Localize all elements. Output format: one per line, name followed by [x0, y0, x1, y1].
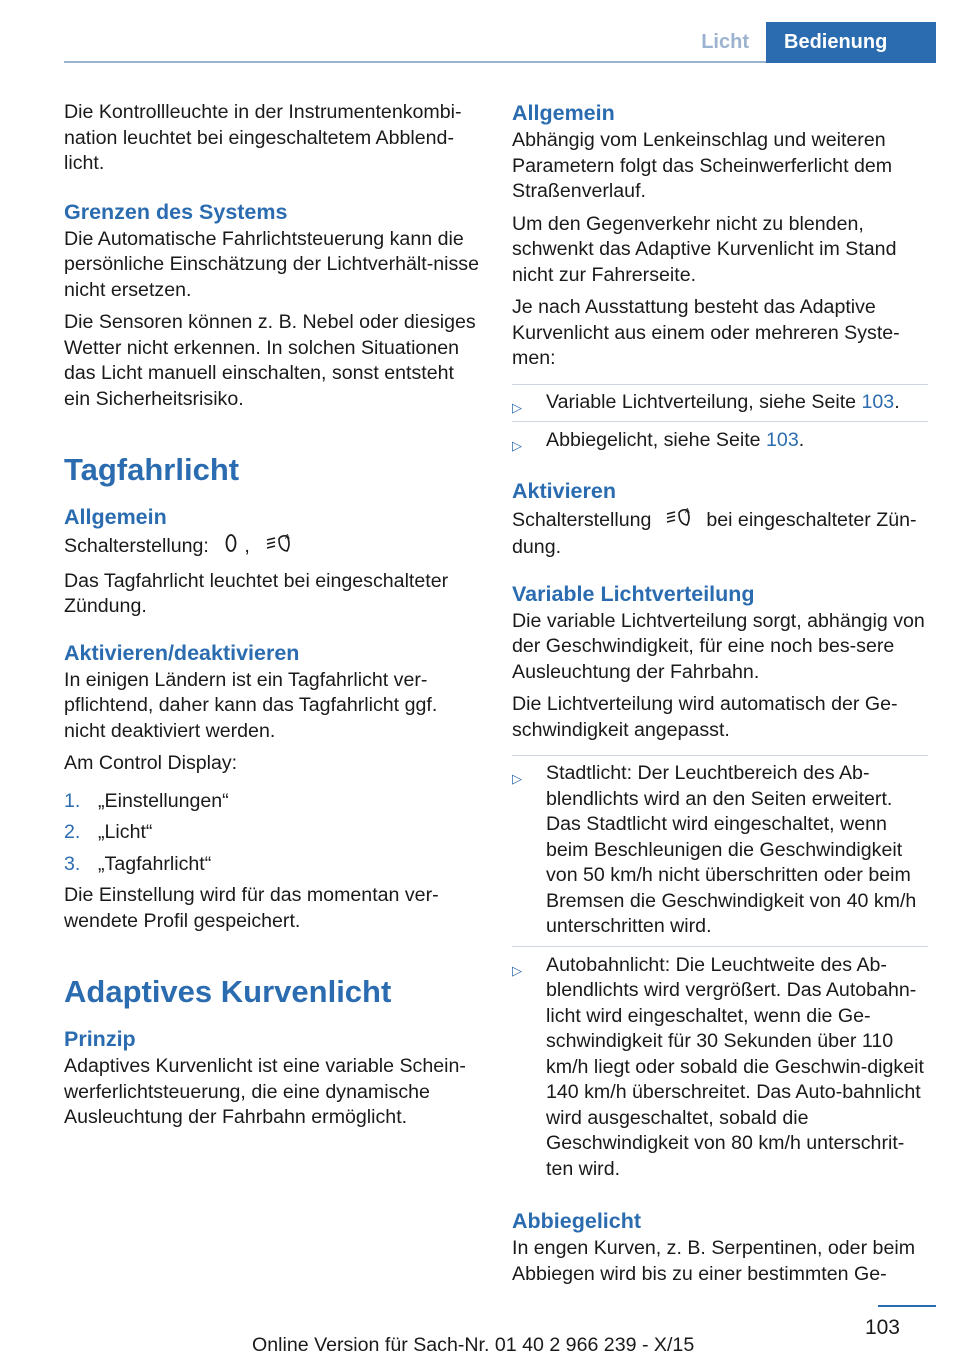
paragraph: Die Lichtverteilung wird automatisch der Ge-schwindigkeit angepasst. — [512, 693, 898, 741]
left-column — [64, 100, 480, 1138]
list-item — [512, 755, 928, 947]
list-item — [64, 820, 480, 846]
step-text: „Tagfahrlicht“ — [98, 852, 212, 875]
paragraph: In einigen Ländern ist ein Tagfahrlicht ver-pflichtend, daher kann das Tagfahrlicht ggf. nicht deaktiviert werden. — [64, 668, 438, 742]
triangle-right-icon: ▷ — [512, 399, 522, 415]
paragraph: Die variable Lichtverteilung sorgt, abhängig von der Geschwindigkeit, für eine noch bes-sere Ausleuchtung der Fahrbahn. — [512, 609, 925, 683]
page-link[interactable]: 103 — [766, 429, 799, 451]
activation-line — [512, 506, 928, 561]
right-column — [512, 100, 928, 1294]
step-text: „Einstellungen“ — [98, 789, 229, 812]
heading-aktivieren-deaktivieren: Aktivieren/deaktivieren — [64, 640, 300, 665]
systems-list — [512, 384, 928, 460]
heading-adaptives-kurvenlicht: Adaptives Kurvenlicht — [64, 974, 392, 1009]
modes-list — [512, 755, 928, 1188]
triangle-right-icon: ▷ — [512, 962, 522, 978]
paragraph: Um den Gegenverkehr nicht zu blenden, schwenkt das Adaptive Kurvenlicht im Stand nicht zur Fahrerseite. — [512, 212, 897, 286]
svg-text:A: A — [285, 533, 291, 541]
header-chapter-tab: Bedienung — [766, 22, 936, 63]
step-number: 2. — [64, 821, 81, 843]
list-item: ▷ Abbiegelicht, siehe Seite 103. — [512, 428, 928, 460]
list-item — [512, 953, 928, 1189]
step-number: 3. — [64, 852, 81, 875]
footer-online-version: Online Version für Sach-Nr. 01 40 2 966 239 - X/15 — [252, 1334, 695, 1356]
heading-grenzen: Grenzen des Systems — [64, 199, 288, 224]
heading-abbiegelicht: Abbiegelicht — [512, 1209, 642, 1233]
heading-allgemein: Allgemein — [64, 505, 167, 529]
switch-position-line — [64, 532, 480, 562]
heading-variable-lichtverteilung: Variable Lichtverteilung — [512, 581, 755, 606]
list-item-text: Stadtlicht: Der Leuchtbereich des Ab-blendlichts wird an den Seiten erweitert. Das Stadtlicht wird eingeschaltet, wenn beim Beschleunigen die Geschwindigkeit von 50 km/h nicht überschritten oder beim Bremsen die Geschwindigkeit von 40 km/h unterschritten wird. — [546, 762, 917, 937]
page-number: 103 — [864, 1316, 900, 1339]
paragraph: In engen Kurven, z. B. Serpentinen, oder beim Abbiegen wird bis zu einer bestimmten Ge- — [512, 1237, 916, 1285]
paragraph: Die Automatische Fahrlichtsteuerung kann die persönliche Einschätzung der Lichtverhält-nisse nicht ersetzen. — [64, 227, 479, 301]
paragraph: Am Control Display: — [64, 752, 238, 774]
list-item — [64, 789, 480, 815]
header-section-tab: Licht — [701, 31, 749, 53]
page-link[interactable]: 103 — [861, 390, 895, 413]
list-item — [64, 852, 480, 878]
steps-list — [64, 789, 480, 878]
switch-position-0-icon — [224, 532, 238, 562]
separator: , — [244, 534, 250, 557]
list-item-text: Autobahnlicht: Die Leuchtweite des Ab-blendlichts wird vergrößert. Das Autobahn-licht wird eingeschaltet, wenn die Ge-schwindigkeit für 30 Sekunden über 110 km/h liegt oder sobald die Geschwin-digkeit 140 km/h überschreitet. Das Auto-bahnlicht wird ausgeschaltet, sobald die Geschwindigkeit von 80 km/h unterschrit-ten wird. — [546, 953, 924, 1180]
triangle-right-icon: ▷ — [512, 771, 522, 786]
paragraph: Die Sensoren können z. B. Nebel oder diesiges Wetter nicht erkennen. In solchen Situationen das Licht manuell einschalten, sonst entsteht ein Sicherheitsrisiko. — [64, 311, 476, 410]
activation-text-a: Schalterstellung — [512, 508, 652, 531]
automatic-headlight-switch-icon — [265, 532, 293, 562]
svg-text:A: A — [684, 506, 690, 515]
paragraph: Adaptives Kurvenlicht ist eine variable Schein-werferlichtsteuerung, die eine dynamische Ausleuchtung der Fahrbahn ermöglicht. — [64, 1055, 466, 1128]
list-item-text: Variable Lichtverteilung, siehe Seite — [546, 390, 862, 413]
activation-text-b: bei eingeschalteter Zün-dung. — [512, 508, 917, 558]
paragraph: Je nach Ausstattung besteht das Adaptive Kurvenlicht aus einem oder mehreren Syste-men: — [512, 296, 900, 369]
paragraph: Die Einstellung wird für das momentan ver-wendete Profil gespeichert. — [64, 884, 439, 932]
step-text: „Licht“ — [98, 821, 153, 843]
triangle-right-icon: ▷ — [512, 438, 522, 453]
paragraph: Das Tagfahrlicht leuchtet bei eingeschalteter Zündung. — [64, 569, 449, 617]
list-item-text: Abbiegelicht, siehe Seite — [546, 429, 767, 451]
paragraph: Die Kontrollleuchte in der Instrumentenkombi-nation leuchtet bei eingeschaltetem Abblend-licht. — [64, 101, 462, 174]
footer-rule — [878, 1305, 936, 1307]
switch-position-label: Schalterstellung: — [64, 534, 209, 557]
list-item: ▷ Variable Lichtverteilung, siehe Seite 103. — [512, 384, 928, 423]
header-tabs — [684, 22, 936, 63]
heading-allgemein: Allgemein — [512, 101, 615, 125]
heading-tagfahrlicht: Tagfahrlicht — [64, 452, 240, 487]
automatic-headlight-switch-icon — [665, 506, 693, 536]
paragraph: Abhängig vom Lenkeinschlag und weiteren Parametern folgt das Scheinwerferlicht dem Straßenverlauf. — [512, 129, 893, 202]
heading-aktivieren: Aktivieren — [512, 478, 616, 503]
step-number: 1. — [64, 789, 81, 812]
heading-prinzip: Prinzip — [64, 1027, 136, 1051]
